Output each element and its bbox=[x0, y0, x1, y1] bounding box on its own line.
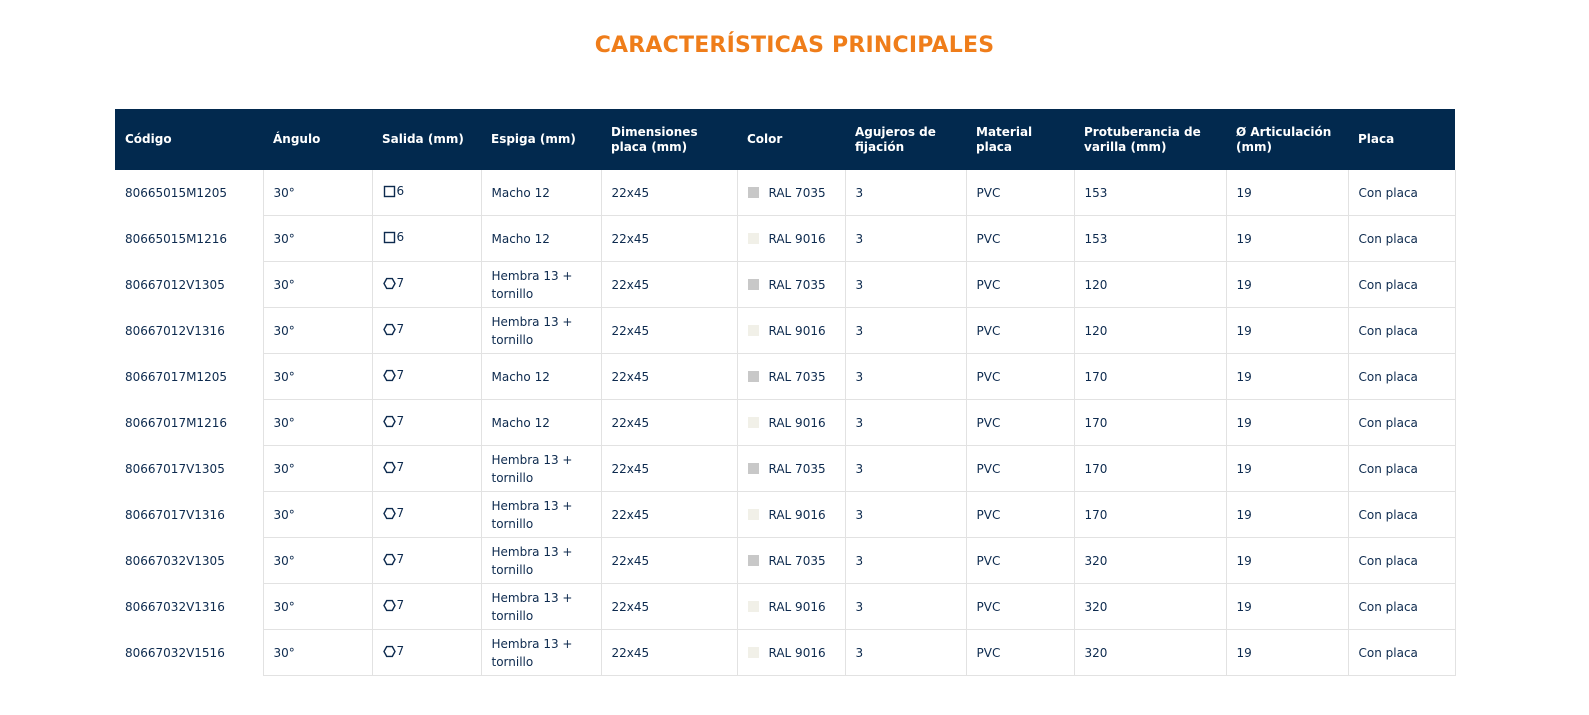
cell-agujeros: 3 bbox=[845, 262, 966, 308]
cell-color bbox=[737, 262, 845, 308]
cell-salida bbox=[372, 538, 481, 584]
cell-codigo: 80667017M1205 bbox=[125, 369, 227, 384]
hexagon-icon bbox=[383, 323, 397, 336]
cell-espiga: Hembra 13 + tornillo bbox=[481, 446, 601, 492]
cell-salida bbox=[372, 170, 481, 216]
cell-material: PVC bbox=[966, 170, 1074, 216]
salida-value: 6 bbox=[396, 230, 405, 245]
cell-espiga: Hembra 13 + tornillo bbox=[481, 492, 601, 538]
cell-dimensiones: 22x45 bbox=[601, 492, 737, 538]
hexagon-icon bbox=[383, 277, 397, 290]
table-header-row bbox=[115, 109, 1455, 170]
column-header: Placa bbox=[1348, 109, 1455, 170]
color-label: RAL 9016 bbox=[768, 507, 826, 522]
cell-codigo: 80667012V1305 bbox=[125, 277, 225, 292]
color-swatch bbox=[748, 279, 759, 290]
cell-codigo: 80667017M1216 bbox=[125, 415, 227, 430]
cell-color bbox=[737, 446, 845, 492]
color-label: RAL 9016 bbox=[768, 645, 826, 660]
cell-codigo: 80667032V1516 bbox=[125, 645, 225, 660]
cell-salida bbox=[372, 446, 481, 492]
hexagon-icon bbox=[383, 645, 397, 658]
table-row bbox=[115, 446, 1455, 492]
cell-placa: Con placa bbox=[1348, 354, 1455, 400]
salida-value: 7 bbox=[396, 322, 405, 337]
cell-articulacion: 19 bbox=[1226, 446, 1348, 492]
cell-dimensiones: 22x45 bbox=[601, 584, 737, 630]
cell-protuberancia: 170 bbox=[1074, 492, 1226, 538]
cell-articulacion: 19 bbox=[1226, 216, 1348, 262]
cell-dimensiones: 22x45 bbox=[601, 630, 737, 676]
cell-color bbox=[737, 354, 845, 400]
square-icon bbox=[383, 231, 397, 244]
cell-espiga: Hembra 13 + tornillo bbox=[481, 630, 601, 676]
cell-articulacion: 19 bbox=[1226, 354, 1348, 400]
hexagon-icon bbox=[383, 369, 397, 382]
cell-color bbox=[737, 630, 845, 676]
cell-protuberancia: 170 bbox=[1074, 400, 1226, 446]
column-header: Color bbox=[737, 109, 845, 170]
color-swatch bbox=[748, 509, 759, 520]
cell-dimensiones: 22x45 bbox=[601, 262, 737, 308]
cell-dimensiones: 22x45 bbox=[601, 446, 737, 492]
hexagon-icon bbox=[383, 553, 397, 566]
page-title: CARACTERÍSTICAS PRINCIPALES bbox=[594, 33, 995, 58]
hexagon-icon bbox=[383, 507, 397, 520]
color-label: RAL 9016 bbox=[768, 599, 826, 614]
table-row bbox=[115, 538, 1455, 584]
color-swatch bbox=[748, 463, 759, 474]
column-header: Ángulo bbox=[263, 109, 372, 170]
cell-color bbox=[737, 170, 845, 216]
cell-agujeros: 3 bbox=[845, 584, 966, 630]
cell-placa: Con placa bbox=[1348, 170, 1455, 216]
salida-value: 6 bbox=[396, 184, 405, 199]
cell-espiga: Hembra 13 + tornillo bbox=[481, 584, 601, 630]
cell-agujeros: 3 bbox=[845, 308, 966, 354]
cell-espiga: Macho 12 bbox=[481, 354, 601, 400]
cell-espiga: Macho 12 bbox=[481, 170, 601, 216]
table-row bbox=[115, 170, 1455, 216]
cell-codigo: 80665015M1205 bbox=[125, 185, 227, 200]
table-row bbox=[115, 630, 1455, 676]
table-row bbox=[115, 584, 1455, 630]
square-icon bbox=[383, 185, 397, 198]
cell-codigo: 80667017V1305 bbox=[125, 461, 225, 476]
cell-dimensiones: 22x45 bbox=[601, 308, 737, 354]
cell-espiga: Hembra 13 + tornillo bbox=[481, 262, 601, 308]
cell-material: PVC bbox=[966, 492, 1074, 538]
cell-material: PVC bbox=[966, 354, 1074, 400]
cell-angulo: 30° bbox=[263, 492, 372, 538]
cell-agujeros: 3 bbox=[845, 538, 966, 584]
color-swatch bbox=[748, 325, 759, 336]
cell-placa: Con placa bbox=[1348, 400, 1455, 446]
cell-codigo: 80667032V1316 bbox=[125, 599, 225, 614]
table-row bbox=[115, 308, 1455, 354]
color-swatch bbox=[748, 187, 759, 198]
cell-dimensiones: 22x45 bbox=[601, 354, 737, 400]
cell-protuberancia: 320 bbox=[1074, 630, 1226, 676]
column-header: Material placa bbox=[966, 109, 1074, 170]
cell-placa: Con placa bbox=[1348, 584, 1455, 630]
cell-codigo: 80665015M1216 bbox=[125, 231, 227, 246]
cell-salida bbox=[372, 216, 481, 262]
hexagon-icon bbox=[383, 461, 397, 474]
cell-angulo: 30° bbox=[263, 216, 372, 262]
cell-color bbox=[737, 308, 845, 354]
cell-salida bbox=[372, 492, 481, 538]
cell-material: PVC bbox=[966, 630, 1074, 676]
cell-articulacion: 19 bbox=[1226, 262, 1348, 308]
hexagon-icon bbox=[383, 599, 397, 612]
specs-table bbox=[115, 109, 1456, 676]
column-header: Dimensiones placa (mm) bbox=[601, 109, 737, 170]
cell-protuberancia: 153 bbox=[1074, 216, 1226, 262]
cell-salida bbox=[372, 262, 481, 308]
cell-salida bbox=[372, 308, 481, 354]
cell-material: PVC bbox=[966, 308, 1074, 354]
cell-articulacion: 19 bbox=[1226, 584, 1348, 630]
cell-material: PVC bbox=[966, 538, 1074, 584]
color-swatch bbox=[748, 555, 759, 566]
cell-protuberancia: 320 bbox=[1074, 584, 1226, 630]
cell-color bbox=[737, 492, 845, 538]
cell-angulo: 30° bbox=[263, 170, 372, 216]
cell-codigo: 80667012V1316 bbox=[125, 323, 225, 338]
cell-salida bbox=[372, 354, 481, 400]
cell-placa: Con placa bbox=[1348, 308, 1455, 354]
salida-value: 7 bbox=[396, 276, 405, 291]
cell-angulo: 30° bbox=[263, 308, 372, 354]
cell-articulacion: 19 bbox=[1226, 630, 1348, 676]
hexagon-icon bbox=[383, 415, 397, 428]
color-label: RAL 7035 bbox=[768, 461, 826, 476]
cell-articulacion: 19 bbox=[1226, 400, 1348, 446]
color-swatch bbox=[748, 417, 759, 428]
salida-value: 7 bbox=[396, 552, 405, 567]
cell-espiga: Hembra 13 + tornillo bbox=[481, 538, 601, 584]
cell-dimensiones: 22x45 bbox=[601, 170, 737, 216]
cell-dimensiones: 22x45 bbox=[601, 538, 737, 584]
cell-protuberancia: 120 bbox=[1074, 262, 1226, 308]
column-header: Protuberancia de varilla (mm) bbox=[1074, 109, 1226, 170]
color-swatch bbox=[748, 647, 759, 658]
cell-agujeros: 3 bbox=[845, 170, 966, 216]
cell-angulo: 30° bbox=[263, 262, 372, 308]
cell-protuberancia: 120 bbox=[1074, 308, 1226, 354]
cell-salida bbox=[372, 400, 481, 446]
cell-agujeros: 3 bbox=[845, 216, 966, 262]
salida-value: 7 bbox=[396, 644, 405, 659]
cell-angulo: 30° bbox=[263, 584, 372, 630]
cell-angulo: 30° bbox=[263, 630, 372, 676]
cell-angulo: 30° bbox=[263, 446, 372, 492]
cell-codigo: 80667017V1316 bbox=[125, 507, 225, 522]
cell-agujeros: 3 bbox=[845, 630, 966, 676]
cell-color bbox=[737, 584, 845, 630]
cell-material: PVC bbox=[966, 400, 1074, 446]
color-label: RAL 9016 bbox=[768, 415, 826, 430]
cell-salida bbox=[372, 630, 481, 676]
cell-agujeros: 3 bbox=[845, 400, 966, 446]
cell-placa: Con placa bbox=[1348, 492, 1455, 538]
color-label: RAL 9016 bbox=[768, 231, 826, 246]
column-header: Salida (mm) bbox=[372, 109, 481, 170]
table-row bbox=[115, 262, 1455, 308]
cell-placa: Con placa bbox=[1348, 262, 1455, 308]
cell-espiga: Macho 12 bbox=[481, 400, 601, 446]
column-header: Agujeros de fijación bbox=[845, 109, 966, 170]
cell-agujeros: 3 bbox=[845, 354, 966, 400]
cell-agujeros: 3 bbox=[845, 492, 966, 538]
cell-placa: Con placa bbox=[1348, 538, 1455, 584]
cell-protuberancia: 170 bbox=[1074, 446, 1226, 492]
salida-value: 7 bbox=[396, 598, 405, 613]
cell-color bbox=[737, 216, 845, 262]
cell-articulacion: 19 bbox=[1226, 170, 1348, 216]
table-row bbox=[115, 492, 1455, 538]
cell-angulo: 30° bbox=[263, 400, 372, 446]
cell-material: PVC bbox=[966, 262, 1074, 308]
cell-protuberancia: 320 bbox=[1074, 538, 1226, 584]
salida-value: 7 bbox=[396, 460, 405, 475]
cell-angulo: 30° bbox=[263, 538, 372, 584]
cell-articulacion: 19 bbox=[1226, 308, 1348, 354]
color-label: RAL 7035 bbox=[768, 185, 826, 200]
cell-articulacion: 19 bbox=[1226, 538, 1348, 584]
cell-placa: Con placa bbox=[1348, 446, 1455, 492]
cell-angulo: 30° bbox=[263, 354, 372, 400]
color-swatch bbox=[748, 233, 759, 244]
cell-salida bbox=[372, 584, 481, 630]
table-row bbox=[115, 400, 1455, 446]
cell-espiga: Hembra 13 + tornillo bbox=[481, 308, 601, 354]
cell-material: PVC bbox=[966, 216, 1074, 262]
cell-placa: Con placa bbox=[1348, 630, 1455, 676]
color-label: RAL 7035 bbox=[768, 553, 826, 568]
cell-dimensiones: 22x45 bbox=[601, 216, 737, 262]
cell-codigo: 80667032V1305 bbox=[125, 553, 225, 568]
color-swatch bbox=[748, 601, 759, 612]
cell-placa: Con placa bbox=[1348, 216, 1455, 262]
salida-value: 7 bbox=[396, 368, 405, 383]
cell-espiga: Macho 12 bbox=[481, 216, 601, 262]
color-label: RAL 7035 bbox=[768, 369, 826, 384]
color-label: RAL 9016 bbox=[768, 323, 826, 338]
column-header: Ø Articulación (mm) bbox=[1226, 109, 1348, 170]
cell-color bbox=[737, 538, 845, 584]
cell-material: PVC bbox=[966, 584, 1074, 630]
cell-articulacion: 19 bbox=[1226, 492, 1348, 538]
cell-material: PVC bbox=[966, 446, 1074, 492]
column-header: Espiga (mm) bbox=[481, 109, 601, 170]
column-header: Código bbox=[115, 109, 263, 170]
salida-value: 7 bbox=[396, 414, 405, 429]
table-row bbox=[115, 354, 1455, 400]
cell-protuberancia: 153 bbox=[1074, 170, 1226, 216]
cell-agujeros: 3 bbox=[845, 446, 966, 492]
cell-color bbox=[737, 400, 845, 446]
table-row bbox=[115, 216, 1455, 262]
cell-protuberancia: 170 bbox=[1074, 354, 1226, 400]
color-label: RAL 7035 bbox=[768, 277, 826, 292]
cell-dimensiones: 22x45 bbox=[601, 400, 737, 446]
color-swatch bbox=[748, 371, 759, 382]
salida-value: 7 bbox=[396, 506, 405, 521]
